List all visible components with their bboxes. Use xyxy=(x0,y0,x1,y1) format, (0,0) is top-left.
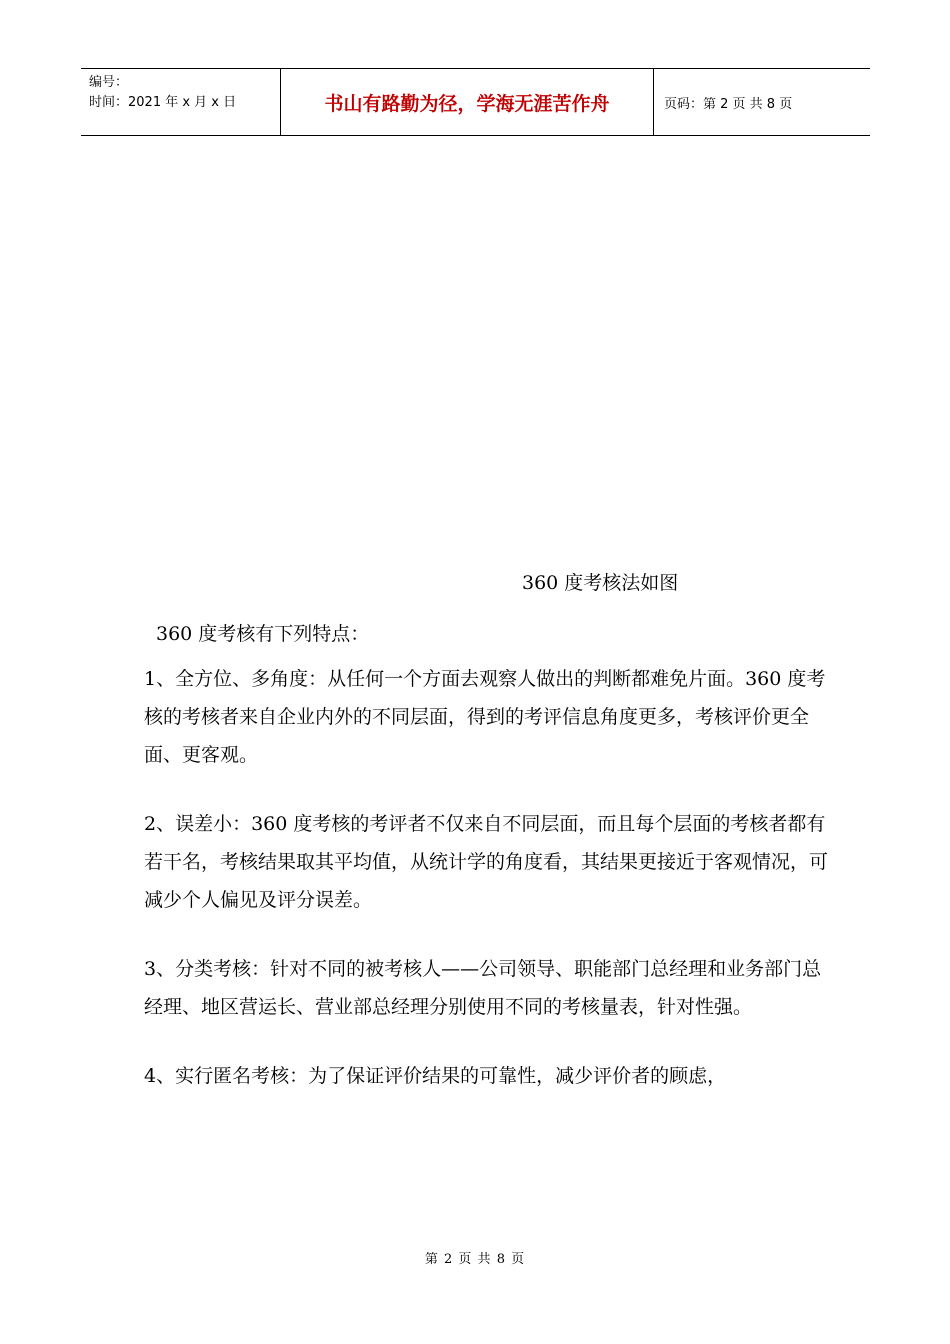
figure-caption: 360 度考核法如图 xyxy=(522,572,679,594)
page-footer: 第 2 页 共 8 页 xyxy=(424,1252,526,1267)
section-intro: 360 度考核有下列特点： xyxy=(156,623,370,645)
paragraph: 1、全方位、多角度：从任何一个方面去观察人做出的判断都难免片面。360 度考核的考核者来自企业内外的不同层面，得到的考评信息角度更多，考核评价更全面、更客观。 xyxy=(144,668,826,766)
date-label: 时间：2021 年 x 月 x 日 xyxy=(89,95,237,110)
paragraph: 4、实行匿名考核：为了保证评价结果的可靠性，减少评价者的顾虑， xyxy=(144,1065,727,1087)
serial-number-label: 编号： xyxy=(89,75,129,90)
document-body xyxy=(144,616,834,1126)
paragraph: 3、分类考核：针对不同的被考核人——公司领导、职能部门总经理和业务部门总经理、地区营运长、营业部总经理分别使用不同的考核量表，针对性强。 xyxy=(144,958,822,1018)
header-motto: 书山有路勤为径，学海无涯苦作舟 xyxy=(281,69,654,135)
header-page-info: 页码：第 2 页 共 8 页 xyxy=(664,96,793,112)
header-meta xyxy=(81,69,281,135)
page-header xyxy=(81,68,870,136)
paragraph: 2、误差小：360 度考核的考评者不仅来自不同层面，而且每个层面的考核者都有若干名，考核结果取其平均值，从统计学的角度看，其结果更接近于客观情况，可减少个人偏见及评分误差。 xyxy=(144,813,829,911)
